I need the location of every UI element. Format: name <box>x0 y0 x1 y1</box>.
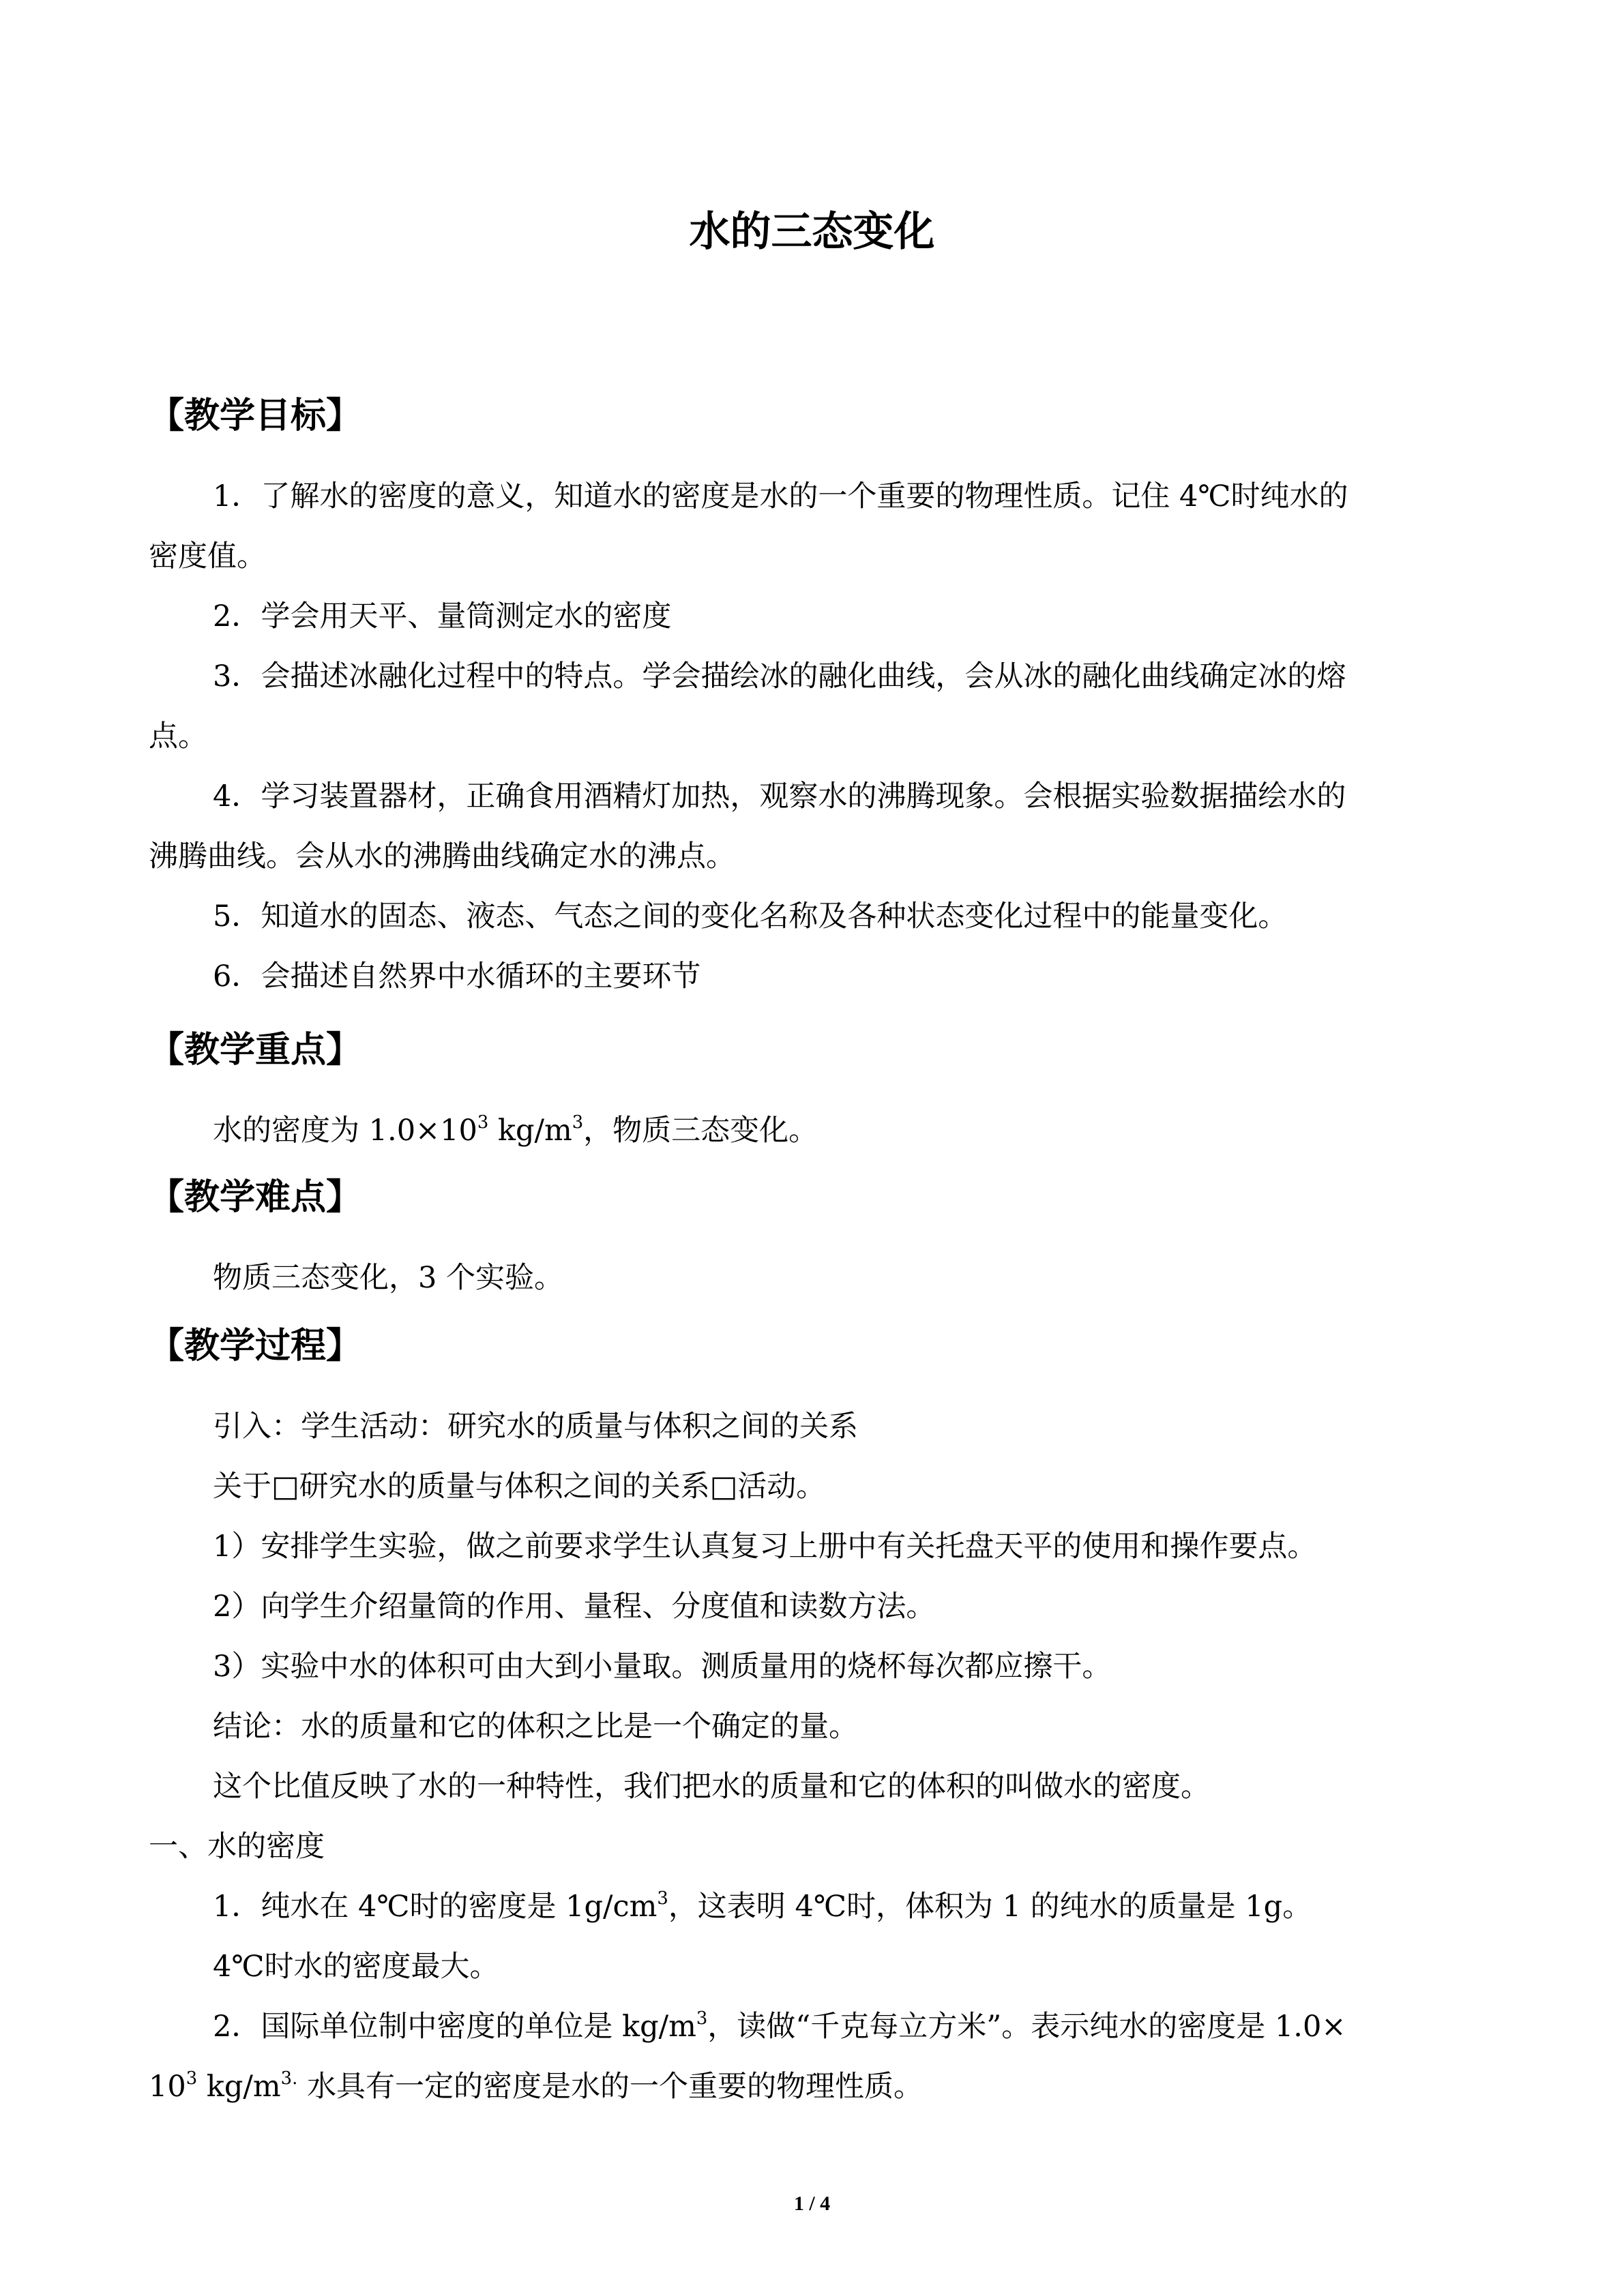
paragraph-line: 引入：学生活动：研究水的质量与体积之间的关系 <box>213 1410 858 1444</box>
paragraph-line: 1）安排学生实验，做之前要求学生认真复习上册中有关托盘天平的使用和操作要点。 <box>213 1530 1317 1564</box>
paragraph-line: 2．学会用天平、量筒测定水的密度 <box>213 599 672 633</box>
paragraph-line: 关于□研究水的质量与体积之间的关系□活动。 <box>213 1470 826 1504</box>
paragraph-line: 沸腾曲线。会从水的沸腾曲线确定水的沸点。 <box>149 839 735 874</box>
paragraph-line: 密度值。 <box>149 539 266 573</box>
section-heading-process: 【教学过程】 <box>149 1326 362 1367</box>
paragraph-line: 4．学习装置器材，正确食用酒精灯加热，观察水的沸腾现象。会根据实验数据描绘水的 <box>213 779 1346 814</box>
paragraph-line: 3）实验中水的体积可由大到小量取。测质量用的烧杯每次都应擦干。 <box>213 1650 1112 1684</box>
paragraph-line: 2）向学生介绍量筒的作用、量程、分度值和读数方法。 <box>213 1590 936 1624</box>
difficulties-text: 物质三态变化，3 个实验。 <box>213 1261 564 1295</box>
subsection-heading: 一、水的密度 <box>149 1830 325 1864</box>
paragraph-line: 点。 <box>149 719 207 754</box>
paragraph-line: 5．知道水的固态、液态、气态之间的变化名称及各种状态变化过程中的能量变化。 <box>213 899 1288 934</box>
paragraph-line: 这个比值反映了水的一种特性，我们把水的质量和它的体积的叫做水的密度。 <box>213 1770 1210 1804</box>
key-points-text: 水的密度为 $1.0\times 10^3$ $kg/m^3$，物质三态变化。 <box>213 1112 818 1148</box>
paragraph-line: $10^3$ $kg/m^{3.}$ 水具有一定的密度是水的一个重要的物理性质。 <box>149 2068 923 2104</box>
paragraph-line: 3．会描述冰融化过程中的特点。学会描绘冰的融化曲线，会从冰的融化曲线确定冰的熔 <box>213 659 1346 694</box>
paragraph-line: 4℃时水的密度最大。 <box>213 1950 499 1984</box>
paragraph-line: 结论：水的质量和它的体积之比是一个确定的量。 <box>213 1710 858 1744</box>
section-heading-key-points: 【教学重点】 <box>149 1030 362 1071</box>
paragraph-line: 1．了解水的密度的意义，知道水的密度是水的一个重要的物理性质。记住 4℃时纯水的 <box>213 479 1348 513</box>
section-heading-difficulties: 【教学难点】 <box>149 1177 362 1218</box>
page-title: 水的三态变化 <box>689 208 935 256</box>
paragraph-line: 2．国际单位制中密度的单位是 $kg/m^3$，读做“千克每立方米”。表示纯水的密度是 1.0× <box>213 2008 1346 2044</box>
paragraph-line: 6．会描述自然界中水循环的主要环节 <box>213 959 701 994</box>
section-heading-objectives: 【教学目标】 <box>149 396 362 436</box>
paragraph-line: 1．纯水在 4℃时的密度是 $1g/cm^3$，这表明 4℃时，体积为 1 的纯水的质量是 1g。 <box>213 1888 1312 1924</box>
page-number: 1 / 4 <box>793 2192 831 2215</box>
